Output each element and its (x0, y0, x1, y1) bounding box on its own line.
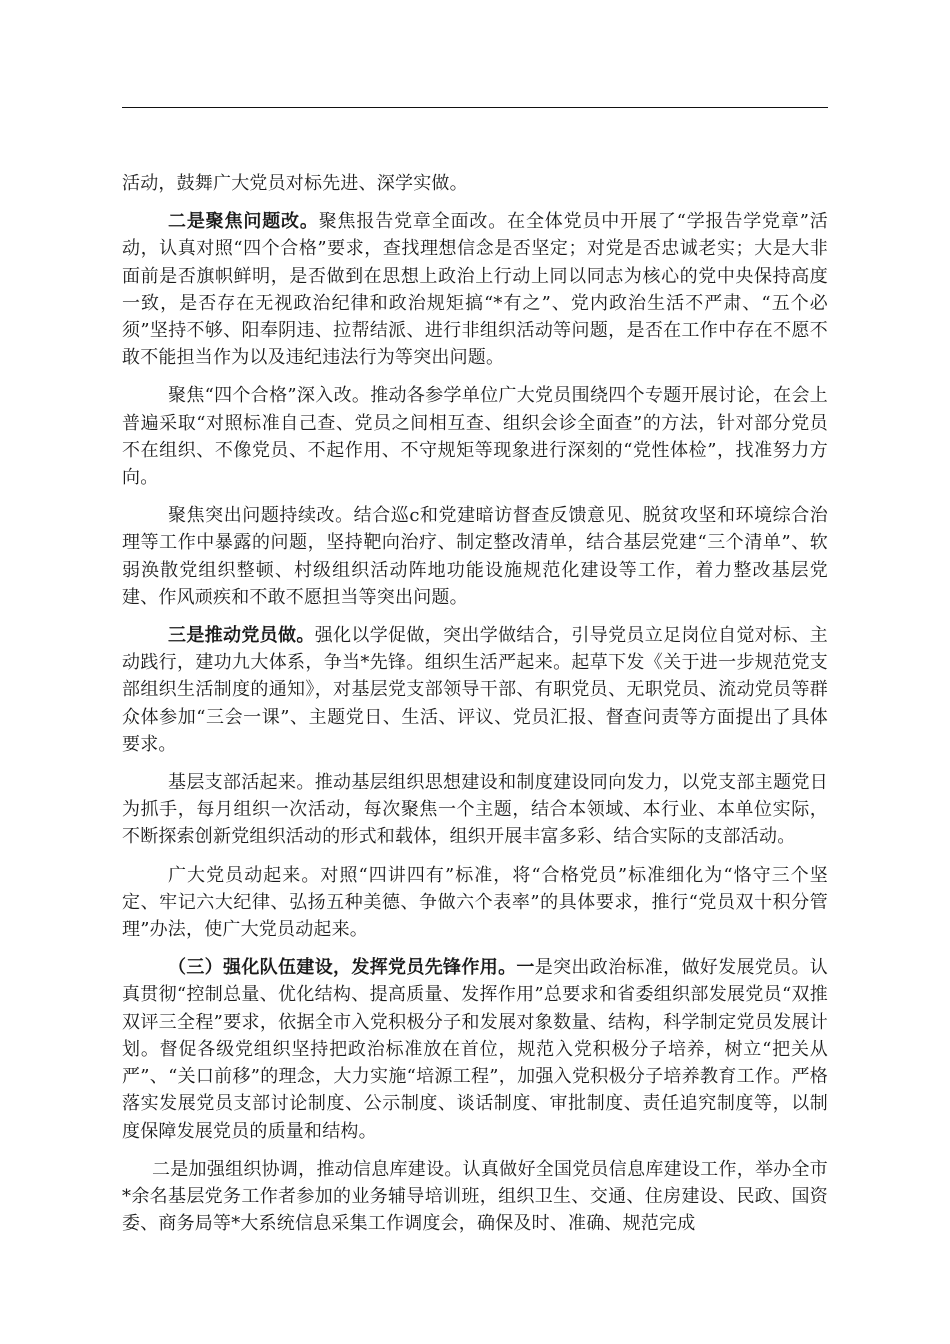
paragraph-lead: 二是聚焦问题改。 (168, 211, 319, 233)
section-heading: （三）强化队伍建设，发挥党员先锋作用。一 (168, 957, 535, 979)
paragraph-3: 聚焦“四个合格”深入改。推动各参学单位广大党员围绕四个专题开展讨论，在会上普遍采取“对照标准自己查、党员之间相互查、组织会诊全面查”的方法，针对部分党员不在组织、不像党员、不起作用、不守规矩等现象进行深刻的“党性体检”，找准努力方向。 (122, 385, 828, 489)
paragraph-1: 活动，鼓舞广大党员对标先进、深学实做。 (122, 173, 468, 194)
document-body (122, 170, 828, 1248)
paragraph-4: 聚焦突出问题持续改。结合巡c和党建暗访督查反馈意见、脱贫攻坚和环境综合治理等工作中暴露的问题，坚持靶向治疗、制定整改清单，结合基层党建“三个清单”、软弱涣散党组织整顿、村级组织活动阵地功能设施规范化建设等工作，着力整改基层党建、作风顽疾和不敢不愿担当等突出问题。 (122, 505, 828, 608)
paragraph-7: 广大党员动起来。对照“四讲四有”标准，将“合格党员”标准细化为“恪守三个坚定、牢记六大纪律、弘扬五种美德、争做六个表率”的具体要求，推行“党员双十积分管理”办法，使广大党员动起来。 (122, 864, 828, 941)
paragraph-6: 基层支部活起来。推动基层组织思想建设和制度建设同向发力，以党支部主题党日为抓手，每月组织一次活动，每次聚焦一个主题，结合本领域、本行业、本单位实际，不断探索创新党组织活动的形式和载体，组织开展丰富多彩、结合实际的支部活动。 (122, 772, 828, 848)
paragraph-8: （三）强化队伍建设，发挥党员先锋作用。一是突出政治标准，做好发展党员。认真贯彻“控制总量、优化结构、提高质量、发挥作用”总要求和省委组织部发展党员“双推双评三全程”要求，依据全市入党积极分子和发展对象数量、结构，科学制定党员发展计划。督促各级党组织坚持把政治标准放在首位，规范入党积极分子培养，树立“把关从严”、“关口前移”的理念，大力实施“培源工程”，加强入党积极分子培养教育工作。严格落实发展党员支部讨论制度、公示制度、谈话制度、审批制度、责任追究制度等，以制度保障发展党员的质量和结构。 (122, 957, 829, 1142)
paragraph-2: 二是聚焦问题改。聚焦报告党章全面改。在全体党员中开展了“学报告学党章”活动，认真对照“四个合格”要求，查找理想信念是否坚定；对党是否忠诚老实；大是大非面前是否旗帜鲜明，是否做到在思想上政治上行动上同以同志为核心的党中央保持高度一致，是否存在无视政治纪律和政治规矩搞“*有之”、党内政治生活不严肃、“五个必须”坚持不够、阳奉阴违、拉帮结派、进行非组织活动等问题，是否在工作中存在不愿不敢不能担当作为以及违纪违法行为等突出问题。 (122, 211, 828, 369)
paragraph-9: 二是加强组织协调，推动信息库建设。认真做好全国党员信息库建设工作，举办全市*余名基层党务工作者参加的业务辅导培训班，组织卫生、交通、住房建设、民政、国资委、商务局等*大系统信息采集工作调度会，确保及时、准确、规范完成 (122, 1158, 828, 1235)
paragraph-5: 三是推动党员做。强化以学促做，突出学做结合，引导党员立足岗位自觉对标、主动践行，建功九大体系，争当*先锋。组织生活严起来。起草下发《关于进一步规范党支部组织生活制度的通知》，对基层党支部领导干部、有职党员、无职党员、流动党员等群众体参加“三会一课”、主题党日、生活、评议、党员汇报、督查问责等方面提出了具体要求。 (122, 625, 828, 755)
header-rule (122, 107, 828, 108)
paragraph-lead: 三是推动党员做。 (168, 625, 315, 647)
